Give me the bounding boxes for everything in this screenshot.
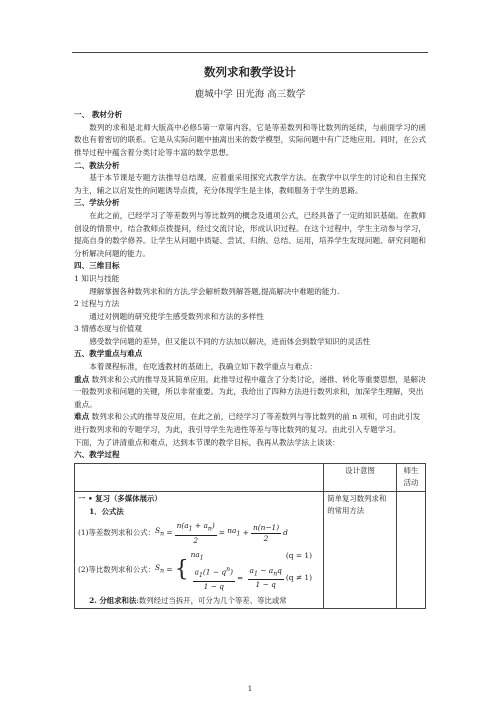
group-heading: 2. 分组求和法 xyxy=(89,595,137,605)
paragraph: 基于本节课是专题方法推导总结课，应着重采用探究式教学方法。在教学中以学生的讨论和自主探究为主，辅之以启发性的问题诱导点拨，充分体现学生是主体，教师服务于学生的思路。 xyxy=(74,173,426,195)
page-number: 1 xyxy=(247,685,253,693)
key-point xyxy=(74,374,426,412)
blank-header-cell xyxy=(75,463,324,491)
group-method xyxy=(78,595,320,608)
paragraph: 通过对例题的研究使学生感受数列求和方法的多样性 xyxy=(89,311,264,321)
paragraph: 在此之前，已经学习了等差数列与等比数列的概念及通项公式，已经具备了一定的知识基础。在教师创设的情景中，结合教师点拨提问，经过交流讨论，形成认识过程。在这个过程中，学生主动参与学习，提高自身的数学修养。让学生从问题中质疑、尝试、归纳、总结、运用，培养学生发现问题、研究问题和分析解决问题的能力。 xyxy=(74,210,426,258)
section-heading: 六、教学过程 xyxy=(74,450,120,460)
paragraph: 下面，为了讲清重点和难点，达到本节课的教学目标，我再从教法学法上谈谈： xyxy=(74,437,340,447)
key-text: 数列求和公式的推导及其简单应用。此推导过程中蕴含了分类讨论，递推、转化等重要思想，是解决一般数列求和问题的关键，所以非常重要。为此，我给出了四种方法进行数列求和，加深学生理解，突出重点。 xyxy=(74,374,426,409)
design-intent-cell: 简单复习数列求和的常用方法 xyxy=(324,492,397,609)
doc-title: 数列求和教学设计 xyxy=(204,65,296,79)
paragraph: 感受数学问题的差异，但又能以不同的方法加以解决，进而体会到数学知识的灵活性 xyxy=(89,336,371,346)
geom-formula: (2)等比数列求和公式： $S_n$ = { $na_1$ (q = 1) $\frac{a_1(1 - q^n)}{1 - q}$ = $\frac{a_1 - a_nq}{1 - q}$ (q ≠ 1) xyxy=(78,549,312,591)
section-heading: 三、学法分析 xyxy=(74,198,120,208)
geom-label: (2)等比数列求和公式： xyxy=(78,564,155,574)
section-heading: 一、 教材分析 xyxy=(74,110,123,120)
method-heading: 1．公式法 xyxy=(89,506,124,516)
paragraph: 理解掌握各种数列求和的方法,学会解析数列解答题,提高解决中难题的能力. xyxy=(89,286,340,296)
student-activity-cell xyxy=(396,492,425,609)
doc-author: 鹿城中学 田光海 高三数学 xyxy=(194,88,306,100)
paragraph: 本着课程标准，在吃透教材的基础上，我确立如下教学重点与难点： xyxy=(89,362,317,372)
goal-label: 3 情感态度与价值观 xyxy=(74,324,142,334)
review-heading: 一 • 复习（多媒体展示） xyxy=(78,494,162,503)
case-q-ne-1: (q ≠ 1) xyxy=(285,572,312,582)
key-label: 重点 xyxy=(74,374,90,384)
difficulty-text: 数列求和公式的推导及应用，在此之前，已经学习了等差数列与等比数列的前 n 项和，可由此引发进行数列求和的专题学习，为此，我引导学生先进性等差与等比数列的复习。由此引入专题学习。 xyxy=(74,412,421,435)
document-body xyxy=(74,60,426,609)
difficulty xyxy=(74,411,426,436)
process-table xyxy=(74,463,426,609)
col-student-header: 师生活动 xyxy=(396,463,425,491)
col-design-header: 设计意图 xyxy=(324,463,397,491)
goal-label: 2 过程与方法 xyxy=(74,299,120,309)
header-rule xyxy=(72,52,428,53)
arith-label: (1)等差数列求和公式： xyxy=(78,528,155,538)
arith-formula: (1)等差数列求和公式： $S_n$ = $\frac{n(a_1 + a_n)}{2}$ = $na_1$ + $\frac{n(n-1)}{2}$ d xyxy=(78,521,288,545)
goal-label: 1 知识与技能 xyxy=(74,273,120,283)
section-heading: 二、教法分析 xyxy=(74,160,120,170)
section-heading: 五、教学重点与难点 xyxy=(74,349,143,359)
content-cell xyxy=(75,492,324,609)
difficulty-label: 难点 xyxy=(74,412,90,422)
paragraph: 数列的求和是北师大版高中必修5第一章第内容。它是等差数列和等比数列的延续，与前面学习的函数也有着密切的联系。它是从实际问题中抽离出来的数学模型，实际问题中有广泛地应用。同时，在公式推导过程中蕴含着分类讨论等丰富的数学思想。 xyxy=(74,122,426,157)
section-heading: 四、三维目标 xyxy=(74,261,120,271)
group-text: :数列经过当拆开，可分为几个等差、等比或常 xyxy=(136,595,287,605)
case-q-eq-1: (q = 1) xyxy=(285,551,312,561)
